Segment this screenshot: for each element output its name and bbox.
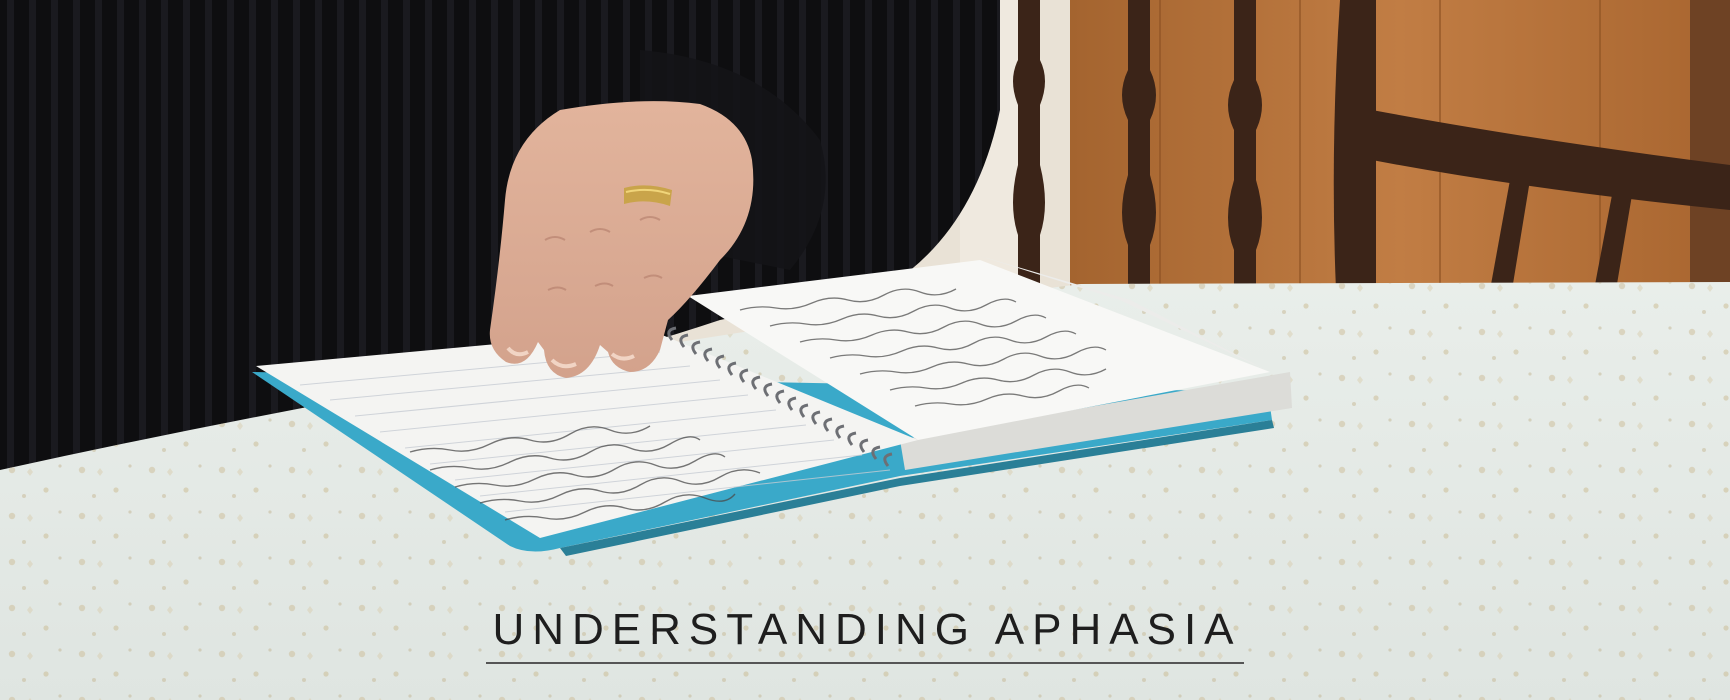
caption-title: UNDERSTANDING APHASIA [486,606,1243,664]
